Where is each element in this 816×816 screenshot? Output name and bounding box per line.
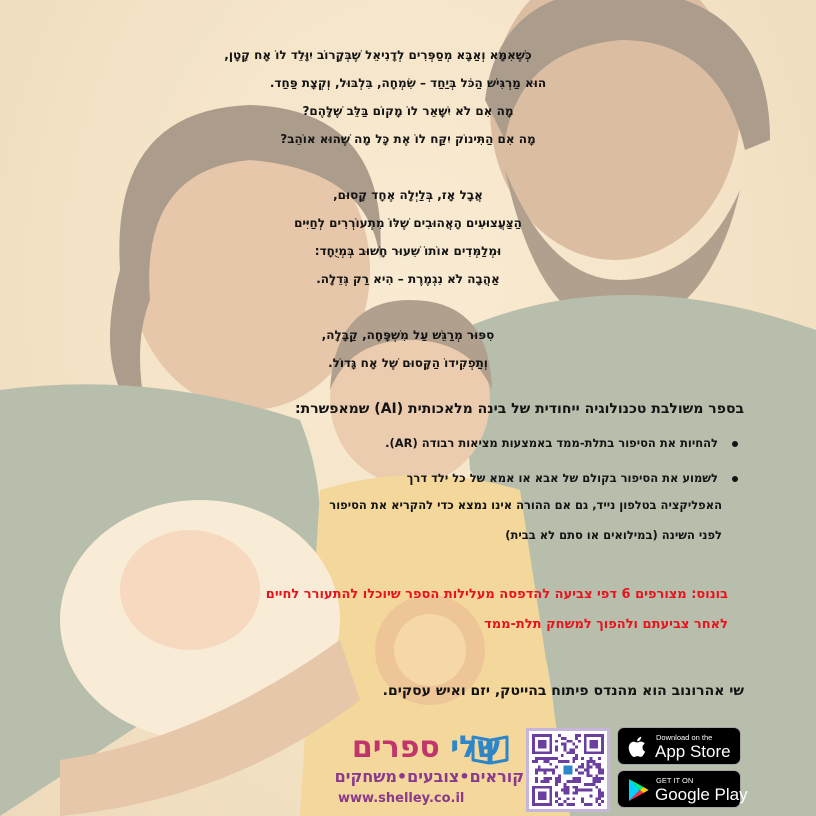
qr-module <box>578 777 581 780</box>
qr-module <box>555 792 558 795</box>
feature-bullet-1 <box>385 436 738 450</box>
qr-module <box>575 769 578 772</box>
qr-module <box>555 794 558 797</box>
qr-module <box>561 803 564 806</box>
qr-module <box>538 766 541 769</box>
qr-module <box>590 774 593 777</box>
features-intro: בספר משולבת טכנולוגיה ייחודית של בינה מלאכותית (AI) שמאפשרת: <box>295 401 744 417</box>
qr-module <box>552 769 555 772</box>
qr-code[interactable] <box>526 728 610 812</box>
app-store-small-text: Download on the <box>656 733 713 742</box>
poem-line-8: אַהֲבָה לֹא נִגְמֶרֶת – הִיא רַק גְּדֵלָה. <box>316 272 500 286</box>
qr-module <box>575 746 578 749</box>
qr-module <box>569 751 572 754</box>
bullet-dot <box>732 476 738 482</box>
feature-bullet-2 <box>407 471 738 485</box>
qr-module <box>549 757 552 760</box>
qr-module <box>575 757 578 760</box>
qr-module <box>544 771 547 774</box>
qr-module <box>572 786 575 789</box>
qr-module <box>558 760 561 763</box>
qr-module <box>564 800 567 803</box>
qr-code-pattern <box>532 734 604 806</box>
qr-module <box>584 769 587 772</box>
qr-module <box>575 780 578 783</box>
qr-module <box>575 792 578 795</box>
qr-module <box>578 771 581 774</box>
app-store-button[interactable] <box>617 727 741 765</box>
qr-module <box>598 771 601 774</box>
qr-module <box>544 757 547 760</box>
qr-module <box>572 757 575 760</box>
qr-module <box>567 789 570 792</box>
qr-module <box>578 740 581 743</box>
poem-line-7: וּמְלַמְּדִים אוֹתוֹ שִׁעוּר חָשׁוּב בְּמְיֻחָד: <box>314 244 502 258</box>
qr-module <box>575 754 578 757</box>
qr-module <box>581 800 584 803</box>
qr-module <box>581 771 584 774</box>
qr-module <box>578 766 581 769</box>
qr-module <box>558 797 561 800</box>
qr-module <box>569 803 572 806</box>
qr-module <box>561 737 564 740</box>
qr-module <box>558 780 561 783</box>
google-play-button[interactable] <box>617 770 748 808</box>
qr-module <box>595 777 598 780</box>
qr-module <box>572 748 575 751</box>
qr-module <box>561 789 564 792</box>
qr-module <box>564 743 567 746</box>
qr-module <box>567 797 570 800</box>
qr-module <box>595 800 598 803</box>
qr-module <box>569 780 572 783</box>
poem-line-1: כְּשֶׁאִמָּא וְאַבָּא מְסַפְּרִים לְדָנִיאֵל שֶׁבְּקָרוֹב יִוָּלֵד לוֹ אָח קָטָן, <box>224 48 532 62</box>
qr-module <box>587 771 590 774</box>
qr-module <box>558 774 561 777</box>
qr-module <box>595 774 598 777</box>
qr-module <box>598 792 601 795</box>
qr-module <box>535 760 538 763</box>
qr-module <box>595 763 598 766</box>
qr-module <box>538 769 541 772</box>
feature-continuation-1: האפליקציה בטלפון נייד, גם אם ההורה אינו נמצא כדי להקריא את הסיפור <box>329 498 722 512</box>
qr-module <box>595 780 598 783</box>
qr-module <box>590 766 593 769</box>
qr-module <box>535 777 538 780</box>
qr-module <box>572 780 575 783</box>
qr-module <box>532 760 535 763</box>
qr-module <box>592 760 595 763</box>
bonus-line-2: לאחר צביעתם ולהפוך למשחק תלת-ממד <box>484 617 728 632</box>
qr-module <box>598 803 601 806</box>
poem-line-10: וְתַפְקִידוֹ הַקָּסוּם שֶׁל אָח גָּדוֹל. <box>328 356 488 370</box>
qr-module <box>561 743 564 746</box>
qr-module <box>575 737 578 740</box>
qr-module <box>598 763 601 766</box>
google-play-small-text: GET IT ON <box>656 776 694 785</box>
qr-module <box>598 769 601 772</box>
brand-name-part2: ספרים <box>351 730 440 765</box>
qr-module <box>590 760 593 763</box>
qr-module <box>535 771 538 774</box>
poem-line-6: הַצַּעֲצוּעִים הָאֲהוּבִים שֶׁלּוֹ מִתְעוֹרְרִים לְחַיִּים <box>294 216 522 230</box>
feature-bullet-2-text: לשמוע את הסיפור בקולם של אבא או אמא של כל ילד דרך <box>406 471 718 485</box>
qr-module <box>578 789 581 792</box>
qr-module <box>598 757 601 760</box>
qr-module <box>567 792 570 795</box>
qr-module <box>549 769 552 772</box>
qr-module <box>567 786 570 789</box>
qr-module <box>555 777 558 780</box>
qr-module <box>578 734 581 737</box>
qr-module <box>601 769 604 772</box>
qr-module <box>584 803 587 806</box>
qr-module <box>546 780 549 783</box>
qr-module <box>598 789 601 792</box>
qr-module <box>561 754 564 757</box>
qr-module <box>541 780 544 783</box>
qr-module <box>592 777 595 780</box>
bullet-dot <box>732 441 738 447</box>
poem-line-9: סִפּוּר מְרַגֵּשׁ עַל מִשְׁפָּחָה, קַבָּלָה, <box>321 328 495 342</box>
qr-module <box>567 760 570 763</box>
qr-module <box>538 740 547 749</box>
qr-module <box>535 780 538 783</box>
qr-module <box>546 769 549 772</box>
feature-bullet-1-text: להחיות את הסיפור בתלת-ממד באמצעות מציאות רבודה (AR). <box>385 436 718 450</box>
qr-module <box>592 763 595 766</box>
qr-module <box>564 783 567 786</box>
qr-module <box>555 780 558 783</box>
qr-module <box>581 797 584 800</box>
qr-module <box>564 748 567 751</box>
qr-module <box>549 777 552 780</box>
qr-module <box>572 751 575 754</box>
qr-module <box>546 757 549 760</box>
qr-module <box>587 763 590 766</box>
qr-module <box>564 737 567 740</box>
qr-module <box>546 760 549 763</box>
qr-module <box>598 794 601 797</box>
qr-module <box>558 803 561 806</box>
qr-module <box>598 766 601 769</box>
poem-line-5: אֲבָל אָז, בְּלַיְלָה אֶחָד קָסוּם, <box>333 188 483 202</box>
brand-url[interactable]: www.shelley.co.il <box>338 791 465 806</box>
qr-module <box>555 766 558 769</box>
qr-module <box>587 769 590 772</box>
qr-module <box>555 740 558 743</box>
qr-module <box>598 777 601 780</box>
qr-module <box>584 789 587 792</box>
qr-module <box>590 757 593 760</box>
qr-module <box>592 783 595 786</box>
qr-module <box>538 757 541 760</box>
qr-module <box>569 740 572 743</box>
qr-module <box>590 783 593 786</box>
qr-module <box>595 786 598 789</box>
qr-module <box>581 766 584 769</box>
google-play-icon <box>626 777 650 803</box>
qr-module <box>581 757 584 760</box>
qr-module <box>584 783 587 786</box>
qr-module <box>578 780 581 783</box>
qr-module <box>572 803 575 806</box>
qr-module <box>558 777 561 780</box>
qr-module <box>564 789 567 792</box>
author-bio: שי אהרונוב הוא מהנדס פיתוח בהייטק, יזם ואיש עסקים. <box>382 683 744 699</box>
qr-module <box>567 780 570 783</box>
brand-name-part1: שלי <box>450 730 500 765</box>
qr-module <box>572 792 575 795</box>
qr-module <box>590 794 593 797</box>
qr-module <box>564 786 567 789</box>
qr-module <box>552 757 555 760</box>
qr-module <box>544 769 547 772</box>
qr-module <box>595 766 598 769</box>
qr-module <box>555 800 558 803</box>
qr-module <box>567 740 570 743</box>
qr-module <box>544 760 547 763</box>
qr-module <box>598 780 601 783</box>
qr-module <box>575 777 578 780</box>
qr-module <box>564 746 567 749</box>
qr-module <box>572 743 575 746</box>
app-store-big-text: App Store <box>655 742 731 761</box>
qr-module <box>535 769 538 772</box>
qr-module <box>601 777 604 780</box>
qr-module <box>587 783 590 786</box>
qr-module <box>572 777 575 780</box>
feature-continuation-2: לפני השינה (במילואים או סתם לא בבית) <box>505 528 722 542</box>
qr-module <box>592 780 595 783</box>
qr-module <box>569 748 572 751</box>
qr-module <box>587 789 590 792</box>
poem-line-3: מָה אִם לֹא יִשָּׁאֵר לוֹ מָקוֹם בַּלֵּב שֶׁלָּהֶם? <box>302 104 514 118</box>
qr-module <box>555 757 558 760</box>
qr-module <box>587 774 590 777</box>
qr-module <box>544 777 547 780</box>
qr-module <box>581 763 584 766</box>
qr-module <box>595 797 598 800</box>
qr-module <box>587 760 590 763</box>
qr-module <box>546 777 549 780</box>
qr-module <box>575 789 578 792</box>
qr-module <box>552 771 555 774</box>
qr-module <box>555 746 558 749</box>
qr-module <box>567 751 570 754</box>
qr-module <box>575 786 578 789</box>
qr-module <box>541 757 544 760</box>
qr-module <box>590 789 593 792</box>
qr-module <box>590 803 593 806</box>
qr-module <box>590 740 599 749</box>
qr-module <box>549 763 552 766</box>
qr-module <box>598 797 601 800</box>
bonus-line-1: בונוס: מצורפים 6 דפי צביעה להדפסה מעלילות הספר שיוכלו להתעורר לחיים <box>265 587 728 602</box>
qr-module <box>561 760 564 763</box>
qr-module <box>538 792 547 801</box>
qr-module <box>601 771 604 774</box>
qr-module <box>581 789 584 792</box>
qr-module <box>564 792 567 795</box>
apple-icon <box>626 734 650 760</box>
qr-module <box>587 803 590 806</box>
qr-module <box>535 757 538 760</box>
google-play-big-text: Google Play <box>655 785 748 804</box>
brand-tagline: קוראים•צובעים•משחקים <box>334 767 524 786</box>
qr-module <box>544 780 547 783</box>
qr-module <box>541 769 544 772</box>
qr-module <box>564 766 573 775</box>
qr-module <box>558 734 561 737</box>
qr-module <box>555 748 558 751</box>
qr-module <box>567 803 570 806</box>
qr-module <box>572 797 575 800</box>
qr-module <box>601 800 604 803</box>
qr-module <box>555 783 558 786</box>
qr-module <box>601 792 604 795</box>
poem-line-4: מָה אִם הַתִּינוֹק יִקַּח לוֹ אֶת כָּל מָה שֶׁהוּא אוֹהֵב? <box>280 132 536 146</box>
qr-module <box>564 760 567 763</box>
qr-module <box>575 734 578 737</box>
brand-logo <box>352 730 500 765</box>
qr-module <box>572 760 575 763</box>
poem-line-2: הוּא מַרְגִּישׁ הַכֹּל בְּיַחַד – שִׂמְחָה, בִּלְבּוּל, וְקְצָת פַּחַד. <box>269 76 547 90</box>
qr-module <box>587 766 590 769</box>
qr-module <box>601 794 604 797</box>
